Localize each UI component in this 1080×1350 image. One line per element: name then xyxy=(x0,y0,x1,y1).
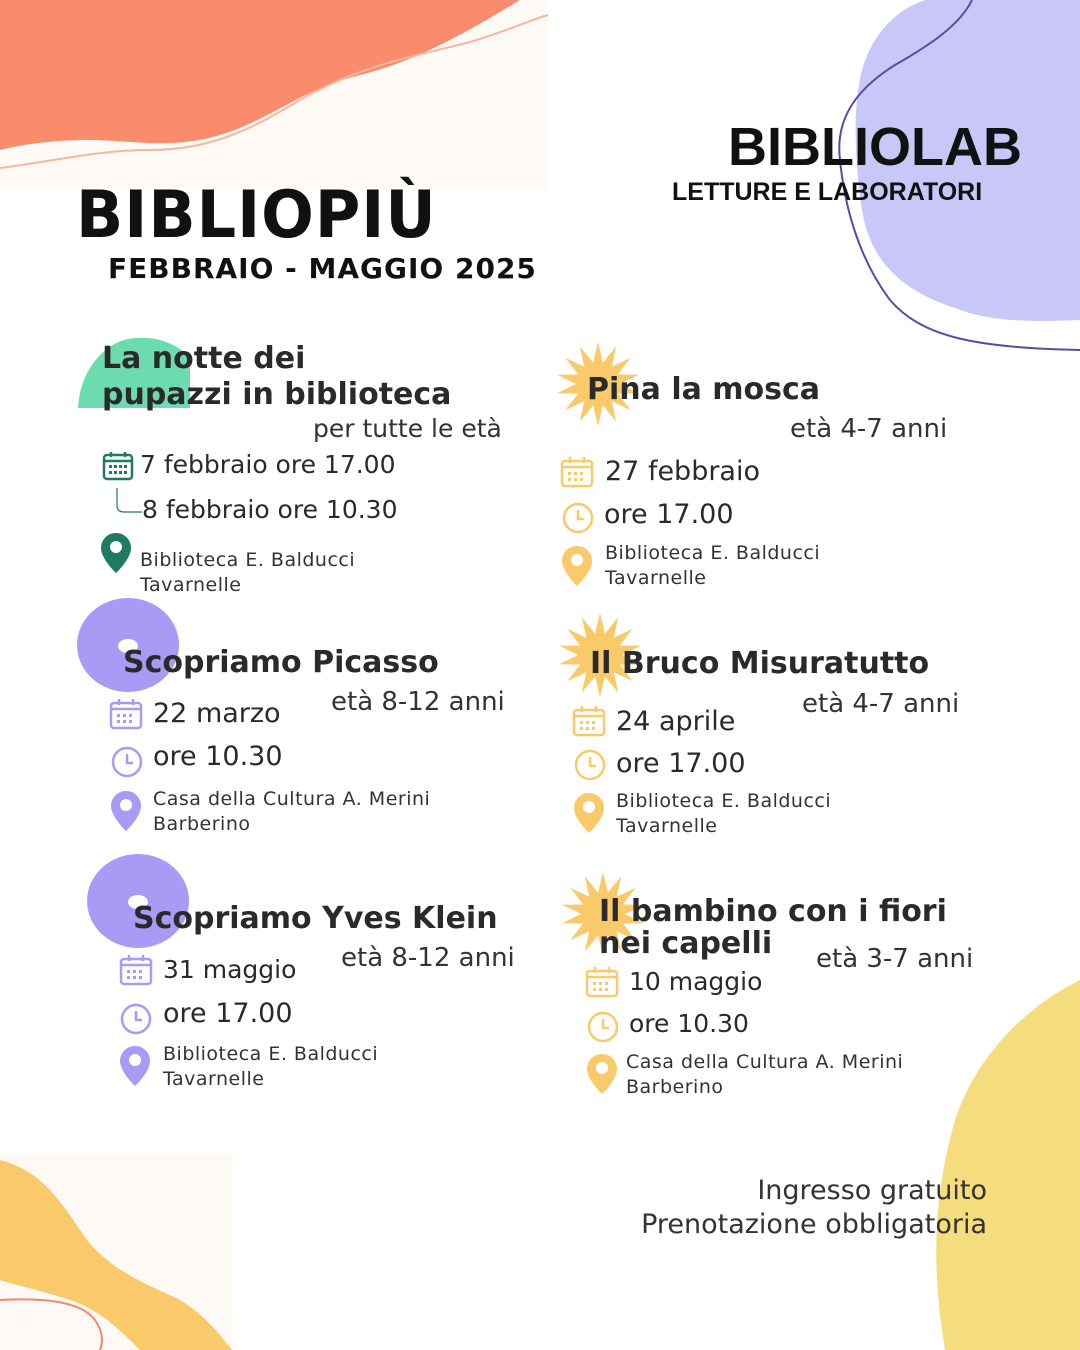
location-pin-icon xyxy=(561,545,593,587)
period-subtitle: FEBBRAIO - MAGGIO 2025 xyxy=(108,252,537,285)
event-place-line: Casa della Cultura A. Merini xyxy=(153,788,431,810)
event-place-line: Biblioteca E. Balducci xyxy=(616,790,832,812)
location-pin-icon xyxy=(119,1045,151,1087)
event-date: 27 febbraio xyxy=(605,456,760,487)
event-place-line: Biblioteca E. Balducci xyxy=(163,1043,379,1065)
clock-icon xyxy=(561,501,595,535)
event-place xyxy=(626,1050,903,1100)
event-place-line: Biblioteca E. Balducci xyxy=(140,549,356,571)
event-title-line: La notte dei xyxy=(102,341,306,376)
event-time: ore 10.30 xyxy=(629,1009,749,1038)
footer-free-entry: Ingresso gratuito xyxy=(757,1175,987,1206)
event-age: età 8-12 anni xyxy=(331,687,505,717)
event-date: 7 febbraio ore 17.00 xyxy=(140,450,396,479)
lab-subtitle: LETTURE E LABORATORI xyxy=(672,178,983,206)
event-place-line: Casa della Cultura A. Merini xyxy=(626,1051,904,1073)
event-place xyxy=(140,548,355,598)
event-place-line: Tavarnelle xyxy=(140,574,242,596)
event-title-line: nei capelli xyxy=(599,926,773,961)
event-place-line: Barberino xyxy=(626,1076,724,1098)
event-time: ore 10.30 xyxy=(153,741,283,772)
event-date: 22 marzo xyxy=(153,698,281,729)
event-title: Scopriamo Picasso xyxy=(123,645,439,680)
event-place-line: Barberino xyxy=(153,813,251,835)
event-place xyxy=(605,541,820,591)
calendar-icon xyxy=(585,966,619,998)
calendar-icon xyxy=(560,456,594,488)
clock-icon xyxy=(573,748,607,782)
clock-icon xyxy=(119,1002,153,1036)
event-age: età 4-7 anni xyxy=(790,414,948,444)
event-time: ore 17.00 xyxy=(604,499,734,530)
event-place-line: Tavarnelle xyxy=(605,567,707,589)
event-title-line: pupazzi in biblioteca xyxy=(102,377,452,412)
main-title: BIBLIOPIÙ xyxy=(76,176,437,253)
yellow-blob-bottom-right xyxy=(936,980,1080,1350)
event-title: Il Bruco Misuratutto xyxy=(590,646,930,681)
event-date: 10 maggio xyxy=(629,967,763,996)
lab-title: BIBLIOLAB xyxy=(728,117,1022,177)
event-title: Scopriamo Yves Klein xyxy=(133,901,498,936)
calendar-icon xyxy=(119,954,153,986)
event-age: età 3-7 anni xyxy=(816,944,974,974)
clock-icon xyxy=(110,745,144,779)
footer-info xyxy=(641,1174,987,1242)
event-age: età 4-7 anni xyxy=(802,689,960,719)
event-date: 24 aprile xyxy=(616,706,736,737)
event-date-second: 8 febbraio ore 10.30 xyxy=(142,495,398,524)
event-place xyxy=(163,1042,378,1092)
event-title-line: Il bambino con i fiori xyxy=(599,894,947,929)
clock-icon xyxy=(586,1010,620,1044)
event-place-line: Biblioteca E. Balducci xyxy=(605,542,821,564)
event-age: per tutte le età xyxy=(313,414,502,443)
event-place xyxy=(616,789,831,839)
event-place-line: Tavarnelle xyxy=(616,815,718,837)
footer-booking-required: Prenotazione obbligatoria xyxy=(641,1209,987,1240)
event-place xyxy=(153,787,430,837)
event-title: Pina la mosca xyxy=(587,372,821,407)
event-time: ore 17.00 xyxy=(163,998,293,1029)
calendar-icon xyxy=(572,705,606,737)
location-pin-icon xyxy=(110,790,142,832)
calendar-icon xyxy=(102,451,134,481)
event-time: ore 17.00 xyxy=(616,748,746,779)
location-pin-icon xyxy=(100,532,132,574)
event-title xyxy=(102,341,451,413)
location-pin-icon xyxy=(573,792,605,834)
calendar-icon xyxy=(109,698,143,730)
event-age: età 8-12 anni xyxy=(341,943,515,973)
connector-arrow-icon xyxy=(114,486,144,516)
event-date: 31 maggio xyxy=(163,955,297,984)
event-place-line: Tavarnelle xyxy=(163,1068,265,1090)
location-pin-icon xyxy=(586,1053,618,1095)
